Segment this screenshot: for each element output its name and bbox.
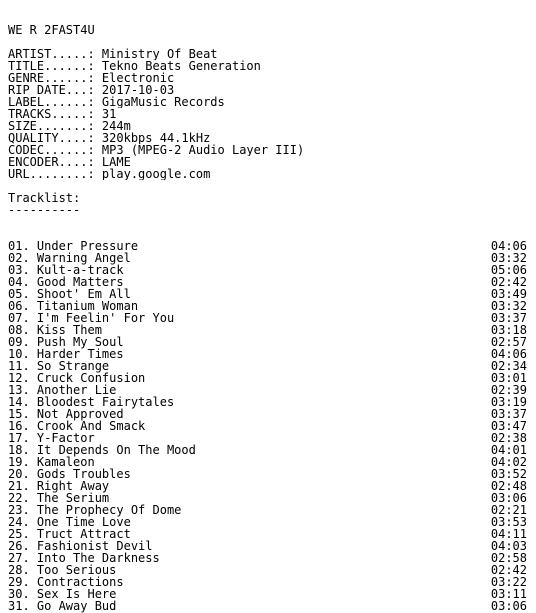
track-duration: 03:11 (490, 587, 527, 601)
info-codec: CODEC......: MP3 (MPEG-2 Audio Layer III) (8, 144, 305, 156)
tracklist (8, 240, 528, 612)
track-duration: 03:47 (490, 419, 527, 433)
track-duration: 02:42 (490, 563, 527, 577)
track-duration: 02:38 (490, 431, 527, 445)
info-label: LABEL......: GigaMusic Records (8, 96, 225, 108)
track-duration: 02:42 (490, 275, 527, 289)
info-tracks: TRACKS.....: 31 (8, 108, 117, 120)
track-duration: 02:48 (490, 479, 527, 493)
track-title: 18. It Depends On The Mood (8, 443, 196, 457)
track-title: 08. Kiss Them (8, 323, 102, 337)
track-duration: 03:32 (490, 299, 527, 313)
track-title: 04. Good Matters (8, 275, 124, 289)
track-duration: 04:11 (490, 527, 527, 541)
info-size: SIZE.......: 244m (8, 120, 131, 132)
track-row (8, 600, 528, 612)
track-title: 01. Under Pressure (8, 239, 139, 253)
track-duration: 04:06 (490, 347, 527, 361)
track-title: 19. Kamaleon (8, 455, 95, 469)
track-duration: 05:06 (490, 263, 527, 277)
track-title: 30. Sex Is Here (8, 587, 117, 601)
track-title: 11. So Strange (8, 359, 110, 373)
track-title: 02. Warning Angel (8, 251, 131, 265)
track-title: 14. Bloodest Fairytales (8, 395, 175, 409)
spacer (8, 216, 528, 228)
track-duration: 03:37 (490, 407, 527, 421)
release-title: WE R 2FAST4U (8, 24, 95, 36)
track-duration: 02:57 (490, 335, 527, 349)
track-title: 21. Right Away (8, 479, 110, 493)
track-duration: 04:02 (490, 455, 527, 469)
track-duration: 03:22 (490, 575, 527, 589)
tracklist-rule: ---------- (8, 204, 81, 216)
track-duration: 03:18 (490, 323, 527, 337)
track-title: 13. Another Lie (8, 383, 117, 397)
track-duration: 02:34 (490, 359, 527, 373)
track-title: 20. Gods Troubles (8, 467, 131, 481)
info-url: URL........: play.google.com (8, 168, 211, 180)
release-info-block (8, 48, 528, 180)
info-rip-date: RIP DATE...: 2017-10-03 (8, 84, 175, 96)
track-title: 12. Cruck Confusion (8, 371, 146, 385)
info-genre: GENRE......: Electronic (8, 72, 175, 84)
track-duration: 03:49 (490, 287, 527, 301)
track-title: 16. Crook And Smack (8, 419, 146, 433)
track-title: 05. Shoot' Em All (8, 287, 131, 301)
track-title: 24. One Time Love (8, 515, 131, 529)
track-duration: 02:39 (490, 383, 527, 397)
track-duration: 03:52 (490, 467, 527, 481)
track-duration: 04:06 (490, 239, 527, 253)
track-duration: 02:58 (490, 551, 527, 565)
track-title: 03. Kult-a-track (8, 263, 124, 277)
track-duration: 04:03 (490, 539, 527, 553)
track-title: 29. Contractions (8, 575, 124, 589)
track-duration: 02:21 (490, 503, 527, 517)
info-artist: ARTIST.....: Ministry Of Beat (8, 48, 218, 60)
spacer (8, 180, 528, 192)
track-duration: 03:19 (490, 395, 527, 409)
track-title: 09. Push My Soul (8, 335, 124, 349)
info-encoder: ENCODER....: LAME (8, 156, 131, 168)
track-duration: 03:37 (490, 311, 527, 325)
track-title: 07. I'm Feelin' For You (8, 311, 175, 325)
track-title: 28. Too Serious (8, 563, 117, 577)
track-title: 10. Harder Times (8, 347, 124, 361)
track-title: 26. Fashionist Devil (8, 539, 153, 553)
tracklist-heading: Tracklist: (8, 192, 81, 204)
track-duration: 03:32 (490, 251, 527, 265)
track-title: 17. Y-Factor (8, 431, 95, 445)
track-title: 31. Go Away Bud (8, 599, 117, 613)
track-duration: 03:01 (490, 371, 527, 385)
track-duration: 04:01 (490, 443, 527, 457)
track-title: 23. The Prophecy Of Dome (8, 503, 182, 517)
track-duration: 03:53 (490, 515, 527, 529)
track-title: 06. Titanium Woman (8, 299, 139, 313)
track-duration: 03:06 (490, 599, 527, 613)
info-title: TITLE......: Tekno Beats Generation (8, 60, 261, 72)
info-quality: QUALITY....: 320kbps 44.1kHz (8, 132, 211, 144)
track-title: 15. Not Approved (8, 407, 124, 421)
track-title: 25. Truct Attract (8, 527, 131, 541)
spacer (8, 36, 528, 48)
release-info-document (8, 0, 528, 612)
track-duration: 03:06 (490, 491, 527, 505)
track-title: 22. The Serium (8, 491, 110, 505)
track-title: 27. Into The Darkness (8, 551, 160, 565)
